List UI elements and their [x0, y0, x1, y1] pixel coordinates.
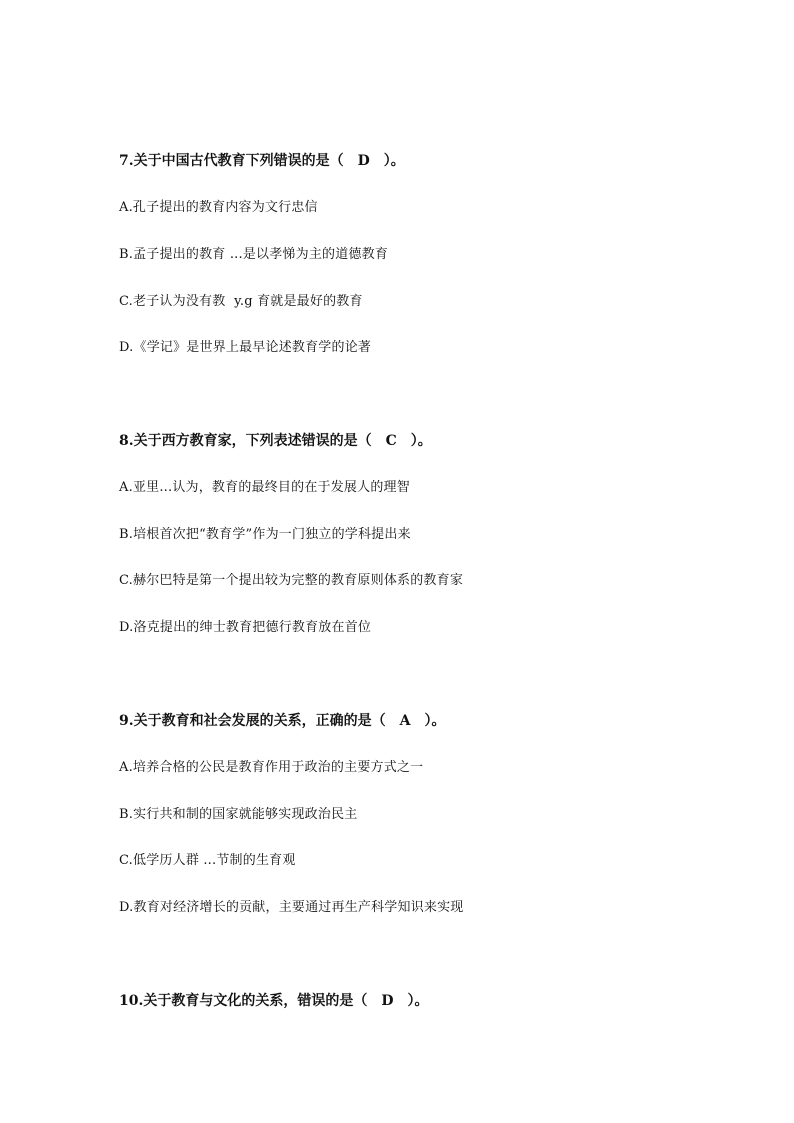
question-7-title	[119, 152, 405, 170]
question-8-option-d: D.洛克提出的绅士教育把德行教育放在首位	[119, 620, 372, 635]
question-8-answer: C	[385, 433, 397, 449]
question-7-stem-end: ）。	[383, 153, 405, 169]
question-9-option-b: B.实行共和制的国家就能够实现政治民主	[119, 807, 358, 822]
question-7-option-b: B.孟子提出的教育 ...是以孝悌为主的道德教育	[119, 247, 389, 262]
question-9-option-a: A.培养合格的公民是教育作用于政治的主要方式之一	[119, 760, 424, 775]
question-9-stem-end: ）。	[424, 713, 446, 729]
question-10-answer: D	[381, 993, 394, 1009]
question-7-stem: 7.关于中国古代教育下列错误的是（	[119, 153, 344, 169]
question-8-stem: 8.关于西方教育家，下列表述错误的是（	[119, 433, 372, 449]
question-9-option-d: D.教育对经济增长的贡献，主要通过再生产科学知识来实现	[119, 900, 464, 915]
question-8-option-b: B.培根首次把“教育学”作为一门独立的学科提出来	[119, 527, 411, 542]
question-10-title	[119, 992, 429, 1010]
question-7-option-a: A.孔子提出的教育内容为文行忠信	[119, 200, 318, 215]
question-7-answer: D	[357, 153, 370, 169]
question-9-stem: 9.关于教育和社会发展的关系，正确的是（	[119, 713, 386, 729]
question-9-title	[119, 712, 446, 730]
question-7-option-d: D.《学记》是世界上最早论述教育学的论著	[119, 340, 372, 355]
question-8-stem-end: ）。	[410, 433, 432, 449]
question-8-title	[119, 432, 432, 450]
question-8-option-c: C.赫尔巴特是第一个提出较为完整的教育原则体系的教育家	[119, 573, 464, 588]
question-9-answer: A	[399, 713, 411, 729]
question-8-option-a: A.亚里...认为，教育的最终目的在于发展人的理智	[119, 480, 410, 495]
question-9-option-c: C.低学历人群 ...节制的生育观	[119, 853, 296, 868]
question-10-stem-end: ）。	[407, 993, 429, 1009]
question-7-option-c: C.老子认为没有教 y.g 育就是最好的教育	[119, 294, 363, 309]
question-10-stem: 10.关于教育与文化的关系，错误的是（	[119, 993, 368, 1009]
